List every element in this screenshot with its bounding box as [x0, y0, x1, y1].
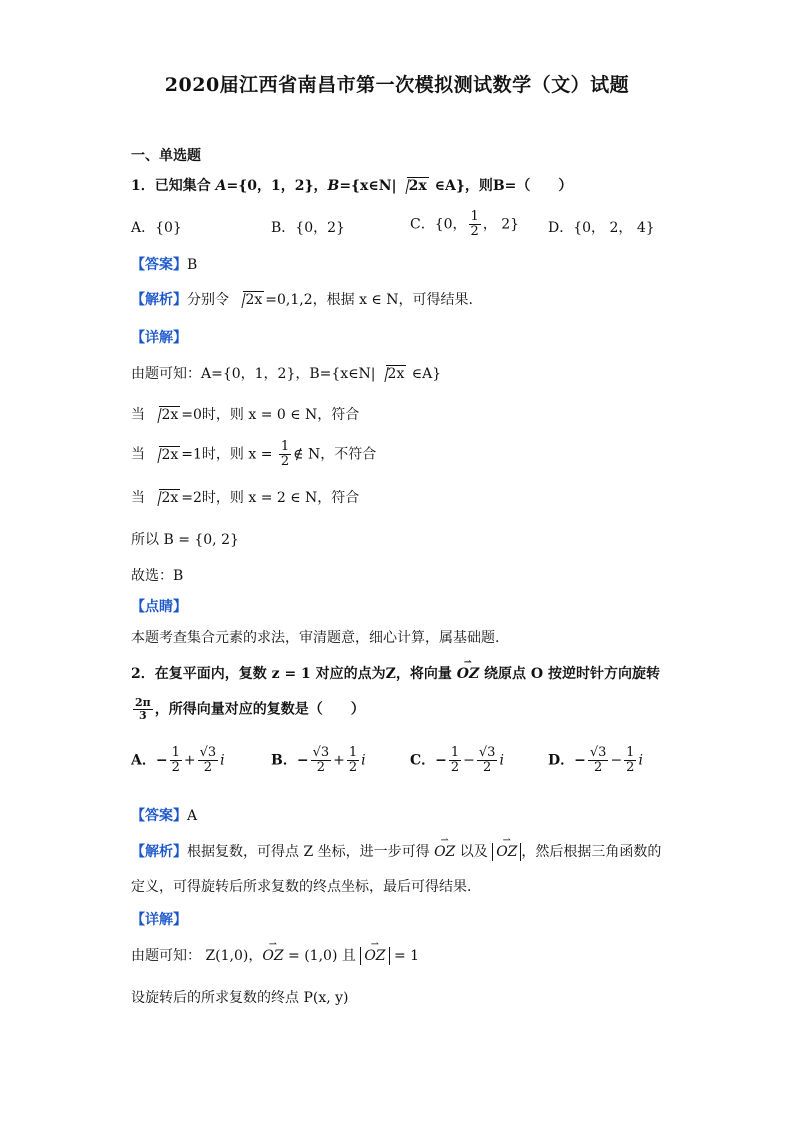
q1-detail-line-4: 当 2x =2时，则 x = 2 ∈ N，符合	[131, 490, 360, 506]
question-2-stem-line-2: $\frac{2\pi}{3}$ ，所得向量对应的复数是（ ）	[135, 696, 365, 722]
vector-magnitude: ⇀ OZ	[360, 947, 389, 965]
q1-comment-heading: 【点睛】	[131, 599, 187, 615]
q1-analysis: 【解析】分别令 2x =0,1,2，根据 x ∈ N，可得结果.	[131, 292, 473, 308]
q1-option-d: D．{0， 2， 4}	[548, 220, 655, 236]
q1-option-c: C．{0， $\frac{1}{2}$ ， 2}	[410, 209, 520, 239]
q1-detail-line-6: 故选：B	[131, 568, 184, 584]
document-title: 2020届江西省南昌市第一次模拟测试数学（文）试题	[164, 74, 630, 96]
sqrt-expression: 2x	[398, 176, 429, 196]
q2-detail-heading: 【详解】	[131, 912, 187, 928]
q1-detail-heading: 【详解】	[131, 330, 187, 346]
question-2-stem: 2．在复平面内，复数 z = 1 对应的点为Z，将向量 ⇀ OZ 绕原点 O 按逆时针方向旋转	[131, 664, 660, 684]
q1-option-a: A．{0}	[131, 220, 182, 236]
q1-comment: 本题考查集合元素的求法，审清题意，细心计算，属基础题.	[131, 630, 500, 646]
q2-option-b: B．− $\frac{√3}{2}$ + $\frac{1}{2}$ i	[271, 745, 366, 775]
q1-option-b: B．{0，2}	[271, 220, 345, 236]
vector-oz: ⇀ OZ	[434, 842, 455, 862]
vector-magnitude: ⇀ OZ	[492, 843, 521, 861]
q2-analysis-line-1: 【解析】根据复数，可得点 Z 坐标，进一步可得 ⇀ OZ 以及 ⇀ OZ ，然后根据三角函数的	[131, 842, 661, 862]
q2-option-a: A．− $\frac{1}{2}$ + $\frac{√3}{2}$ i	[131, 745, 225, 775]
fraction: $\frac{1}{2}$	[470, 209, 479, 239]
q2-option-d: D．− $\frac{√3}{2}$ − $\frac{1}{2}$ i	[548, 745, 643, 775]
section-heading: 一、单选题	[131, 148, 201, 164]
q2-analysis-line-2: 定义，可得旋转后所求复数的终点坐标，最后可得结果.	[131, 879, 472, 895]
q2-detail-line-1: 由题可知： Z(1,0)，⇀ OZ = (1,0) 且 ⇀ OZ = 1	[131, 946, 419, 966]
q2-option-c: C．− $\frac{1}{2}$ − $\frac{√3}{2}$ i	[410, 745, 504, 775]
vector-oz: ⇀ OZ	[457, 664, 479, 684]
vector-oz: ⇀ OZ	[262, 946, 283, 966]
q1-detail-line-3: 当 2x =1时，则 x = $\frac{1}{2}$ ∉ N，不符合	[131, 439, 377, 469]
question-1-stem: 1．已知集合 A={0，1，2}，B={x∈N| 2x ∈A}，则B=（ ）	[131, 178, 573, 194]
angle-fraction: $\frac{2\pi}{3}$	[135, 696, 151, 722]
q1-detail-line-5: 所以 B = {0, 2}	[131, 532, 239, 548]
q1-detail-line-2: 当 2x =0时，则 x = 0 ∈ N，符合	[131, 407, 360, 423]
q2-detail-line-2: 设旋转后的所求复数的终点 P(x, y)	[131, 990, 349, 1006]
q1-answer: 【答案】B	[131, 257, 198, 273]
q2-answer: 【答案】A	[131, 808, 198, 824]
q1-detail-line-1: 由题可知：A={0，1，2}，B={x∈N| 2x ∈A}	[131, 366, 442, 382]
